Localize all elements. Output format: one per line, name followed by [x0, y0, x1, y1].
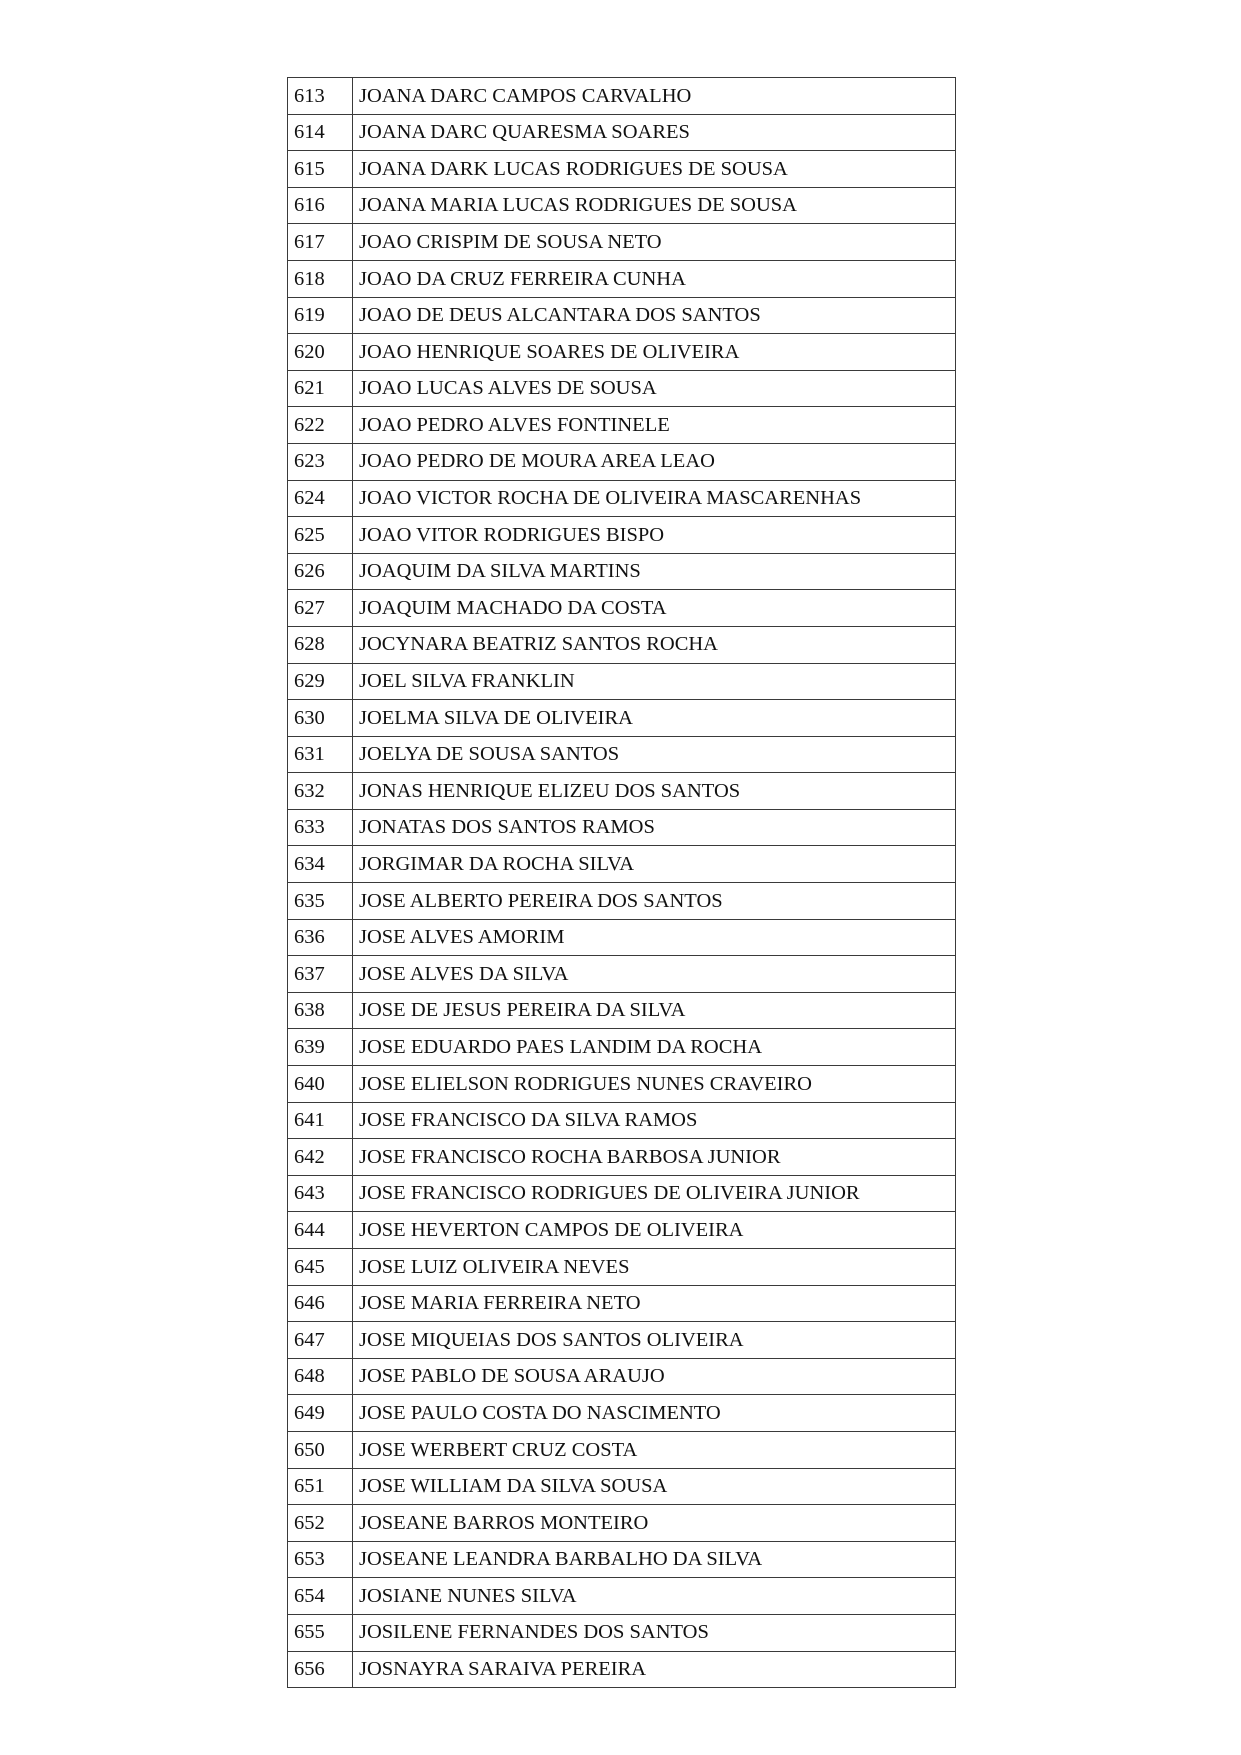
person-name-cell: JOSE ALVES DA SILVA — [353, 956, 956, 993]
row-number-cell: 651 — [288, 1468, 353, 1505]
person-name-cell: JOAO CRISPIM DE SOUSA NETO — [353, 224, 956, 261]
row-number-cell: 624 — [288, 480, 353, 517]
person-name-cell: JOSNAYRA SARAIVA PEREIRA — [353, 1651, 956, 1688]
row-number-cell: 622 — [288, 407, 353, 444]
name-list-body — [288, 78, 956, 1688]
table-row — [288, 224, 956, 261]
table-row — [288, 334, 956, 371]
person-name-cell: JOSEANE LEANDRA BARBALHO DA SILVA — [353, 1541, 956, 1578]
table-row — [288, 883, 956, 920]
row-number-cell: 632 — [288, 773, 353, 810]
person-name-cell: JOAO HENRIQUE SOARES DE OLIVEIRA — [353, 334, 956, 371]
table-row — [288, 297, 956, 334]
person-name-cell: JOCYNARA BEATRIZ SANTOS ROCHA — [353, 626, 956, 663]
table-row — [288, 1505, 956, 1542]
row-number-cell: 627 — [288, 590, 353, 627]
person-name-cell: JOAO PEDRO ALVES FONTINELE — [353, 407, 956, 444]
person-name-cell: JOSE DE JESUS PEREIRA DA SILVA — [353, 992, 956, 1029]
row-number-cell: 644 — [288, 1212, 353, 1249]
table-row — [288, 1175, 956, 1212]
table-row — [288, 773, 956, 810]
row-number-cell: 649 — [288, 1395, 353, 1432]
row-number-cell: 642 — [288, 1139, 353, 1176]
person-name-cell: JOAO LUCAS ALVES DE SOUSA — [353, 370, 956, 407]
person-name-cell: JORGIMAR DA ROCHA SILVA — [353, 846, 956, 883]
person-name-cell: JOAO PEDRO DE MOURA AREA LEAO — [353, 443, 956, 480]
table-row — [288, 663, 956, 700]
person-name-cell: JOSE FRANCISCO ROCHA BARBOSA JUNIOR — [353, 1139, 956, 1176]
row-number-cell: 623 — [288, 443, 353, 480]
row-number-cell: 650 — [288, 1431, 353, 1468]
table-row — [288, 187, 956, 224]
person-name-cell: JOSE PABLO DE SOUSA ARAUJO — [353, 1358, 956, 1395]
person-name-cell: JOSE MIQUEIAS DOS SANTOS OLIVEIRA — [353, 1322, 956, 1359]
table-row — [288, 1431, 956, 1468]
row-number-cell: 647 — [288, 1322, 353, 1359]
row-number-cell: 633 — [288, 809, 353, 846]
table-row — [288, 626, 956, 663]
table-row — [288, 1358, 956, 1395]
row-number-cell: 636 — [288, 919, 353, 956]
table-row — [288, 114, 956, 151]
person-name-cell: JOANA DARC QUARESMA SOARES — [353, 114, 956, 151]
row-number-cell: 654 — [288, 1578, 353, 1615]
person-name-cell: JOEL SILVA FRANKLIN — [353, 663, 956, 700]
person-name-cell: JOSE ELIELSON RODRIGUES NUNES CRAVEIRO — [353, 1066, 956, 1103]
person-name-cell: JOSE MARIA FERREIRA NETO — [353, 1285, 956, 1322]
table-row — [288, 1029, 956, 1066]
table-row — [288, 407, 956, 444]
table-row — [288, 1212, 956, 1249]
row-number-cell: 641 — [288, 1102, 353, 1139]
table-row — [288, 590, 956, 627]
person-name-cell: JOELYA DE SOUSA SANTOS — [353, 736, 956, 773]
table-row — [288, 1614, 956, 1651]
row-number-cell: 631 — [288, 736, 353, 773]
row-number-cell: 634 — [288, 846, 353, 883]
person-name-cell: JOAQUIM MACHADO DA COSTA — [353, 590, 956, 627]
person-name-cell: JOSE PAULO COSTA DO NASCIMENTO — [353, 1395, 956, 1432]
row-number-cell: 615 — [288, 151, 353, 188]
row-number-cell: 618 — [288, 260, 353, 297]
row-number-cell: 646 — [288, 1285, 353, 1322]
table-row — [288, 809, 956, 846]
person-name-cell: JOAO DA CRUZ FERREIRA CUNHA — [353, 260, 956, 297]
row-number-cell: 619 — [288, 297, 353, 334]
table-row — [288, 1541, 956, 1578]
person-name-cell: JOSE HEVERTON CAMPOS DE OLIVEIRA — [353, 1212, 956, 1249]
person-name-cell: JOSE WILLIAM DA SILVA SOUSA — [353, 1468, 956, 1505]
table-row — [288, 1139, 956, 1176]
person-name-cell: JOSIANE NUNES SILVA — [353, 1578, 956, 1615]
person-name-cell: JOSE ALVES AMORIM — [353, 919, 956, 956]
row-number-cell: 640 — [288, 1066, 353, 1103]
table-row — [288, 1102, 956, 1139]
table-row — [288, 846, 956, 883]
row-number-cell: 653 — [288, 1541, 353, 1578]
table-row — [288, 443, 956, 480]
row-number-cell: 628 — [288, 626, 353, 663]
person-name-cell: JOSE LUIZ OLIVEIRA NEVES — [353, 1249, 956, 1286]
table-row — [288, 1066, 956, 1103]
table-row — [288, 700, 956, 737]
row-number-cell: 625 — [288, 517, 353, 554]
table-row — [288, 736, 956, 773]
person-name-cell: JOSILENE FERNANDES DOS SANTOS — [353, 1614, 956, 1651]
row-number-cell: 645 — [288, 1249, 353, 1286]
person-name-cell: JOAO VITOR RODRIGUES BISPO — [353, 517, 956, 554]
person-name-cell: JOELMA SILVA DE OLIVEIRA — [353, 700, 956, 737]
row-number-cell: 652 — [288, 1505, 353, 1542]
table-row — [288, 1249, 956, 1286]
table-row — [288, 1578, 956, 1615]
row-number-cell: 617 — [288, 224, 353, 261]
row-number-cell: 648 — [288, 1358, 353, 1395]
person-name-cell: JOSE FRANCISCO RODRIGUES DE OLIVEIRA JUNIOR — [353, 1175, 956, 1212]
row-number-cell: 655 — [288, 1614, 353, 1651]
row-number-cell: 638 — [288, 992, 353, 1029]
row-number-cell: 656 — [288, 1651, 353, 1688]
row-number-cell: 629 — [288, 663, 353, 700]
person-name-cell: JOSE FRANCISCO DA SILVA RAMOS — [353, 1102, 956, 1139]
table-row — [288, 1468, 956, 1505]
row-number-cell: 630 — [288, 700, 353, 737]
person-name-cell: JOSE WERBERT CRUZ COSTA — [353, 1431, 956, 1468]
person-name-cell: JOANA DARK LUCAS RODRIGUES DE SOUSA — [353, 151, 956, 188]
person-name-cell: JOAO VICTOR ROCHA DE OLIVEIRA MASCARENHAS — [353, 480, 956, 517]
table-row — [288, 992, 956, 1029]
table-row — [288, 1285, 956, 1322]
row-number-cell: 626 — [288, 553, 353, 590]
row-number-cell: 620 — [288, 334, 353, 371]
name-list-table — [287, 77, 956, 1688]
row-number-cell: 621 — [288, 370, 353, 407]
row-number-cell: 613 — [288, 78, 353, 115]
person-name-cell: JOAO DE DEUS ALCANTARA DOS SANTOS — [353, 297, 956, 334]
table-row — [288, 517, 956, 554]
table-row — [288, 260, 956, 297]
row-number-cell: 614 — [288, 114, 353, 151]
table-row — [288, 370, 956, 407]
row-number-cell: 637 — [288, 956, 353, 993]
person-name-cell: JOSE ALBERTO PEREIRA DOS SANTOS — [353, 883, 956, 920]
person-name-cell: JOSE EDUARDO PAES LANDIM DA ROCHA — [353, 1029, 956, 1066]
row-number-cell: 635 — [288, 883, 353, 920]
table-row — [288, 1395, 956, 1432]
person-name-cell: JOANA DARC CAMPOS CARVALHO — [353, 78, 956, 115]
table-row — [288, 1651, 956, 1688]
table-row — [288, 1322, 956, 1359]
table-row — [288, 480, 956, 517]
person-name-cell: JOAQUIM DA SILVA MARTINS — [353, 553, 956, 590]
person-name-cell: JOANA MARIA LUCAS RODRIGUES DE SOUSA — [353, 187, 956, 224]
table-row — [288, 919, 956, 956]
person-name-cell: JOSEANE BARROS MONTEIRO — [353, 1505, 956, 1542]
table-row — [288, 151, 956, 188]
row-number-cell: 639 — [288, 1029, 353, 1066]
row-number-cell: 616 — [288, 187, 353, 224]
table-row — [288, 956, 956, 993]
row-number-cell: 643 — [288, 1175, 353, 1212]
table-row — [288, 553, 956, 590]
table-row — [288, 78, 956, 115]
person-name-cell: JONAS HENRIQUE ELIZEU DOS SANTOS — [353, 773, 956, 810]
person-name-cell: JONATAS DOS SANTOS RAMOS — [353, 809, 956, 846]
